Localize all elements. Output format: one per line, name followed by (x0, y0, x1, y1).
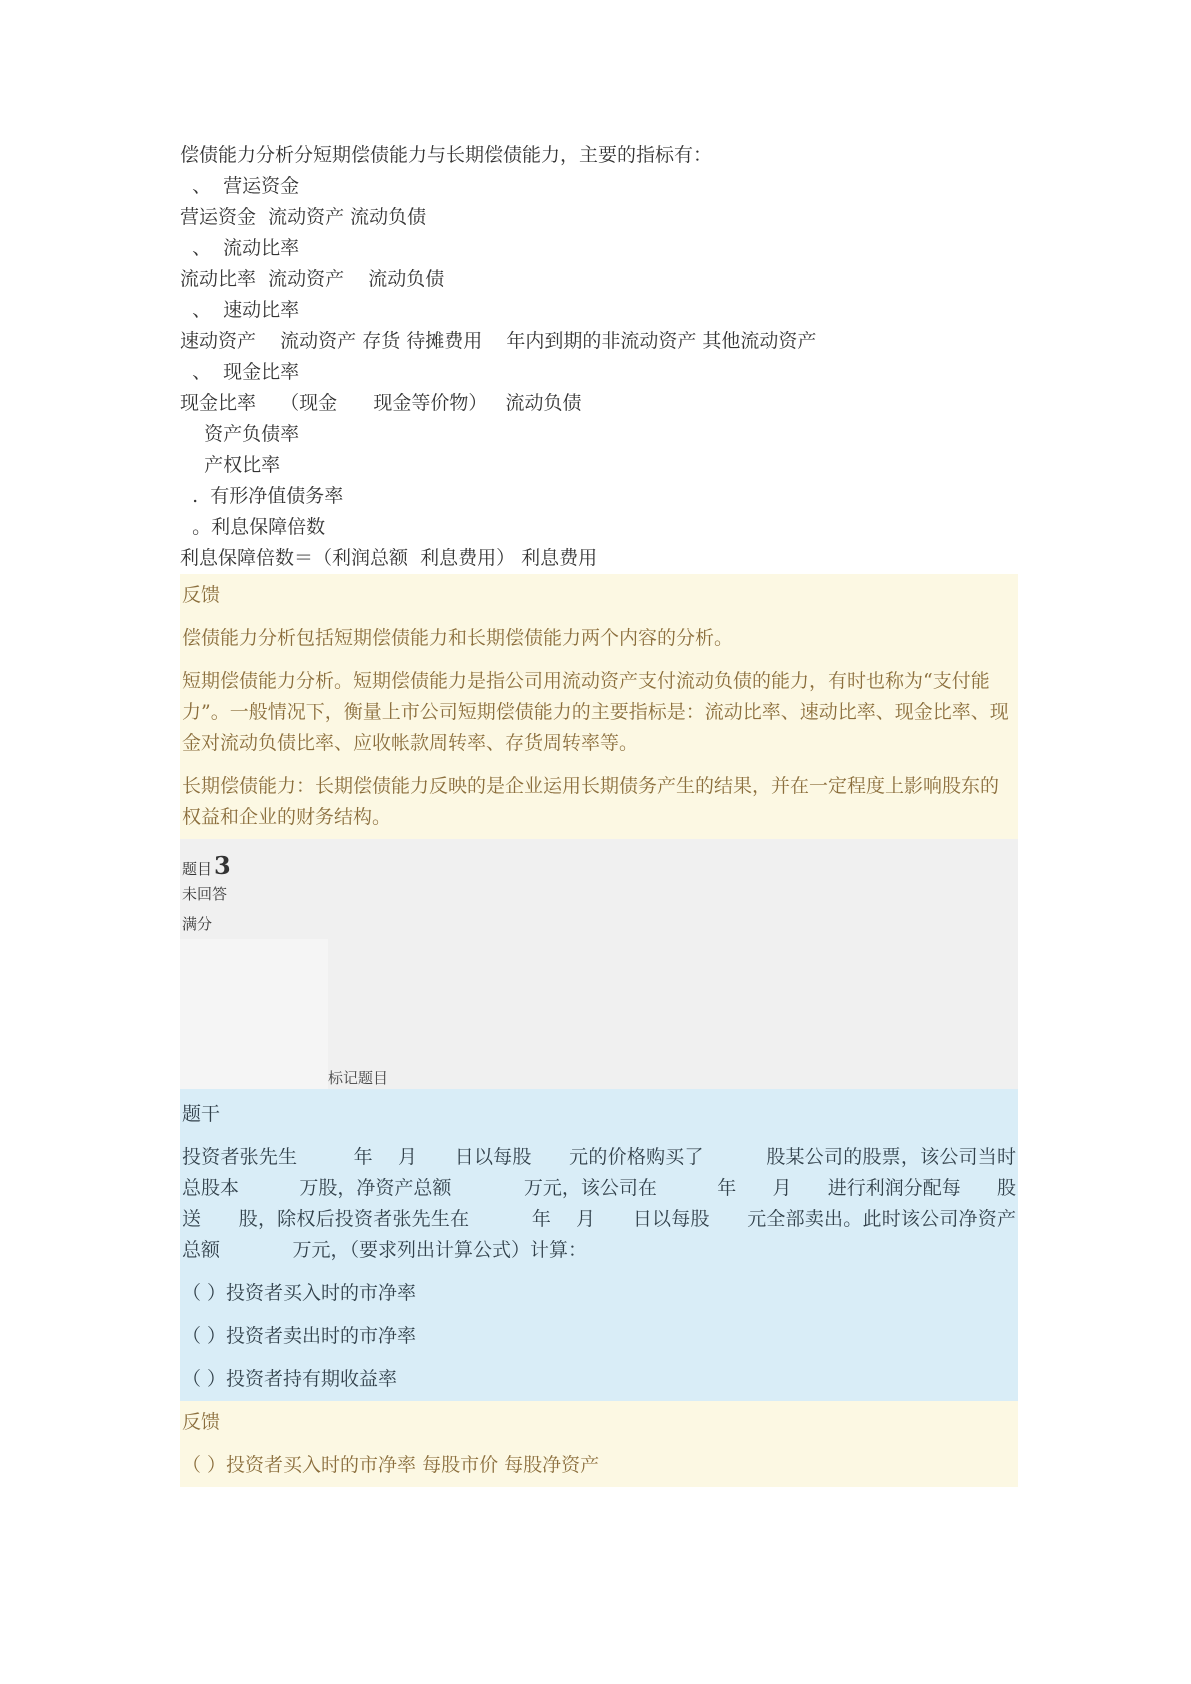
intro-line: 、 速动比率 (180, 299, 300, 321)
intro-line: 、 现金比率 (180, 361, 300, 383)
question-stem: 投资者张先生 年 月 日以每股 元的价格购买了 股某公司的股票，该公司当时总股本 万股，净资产总额 万元，该公司在 年 月 进行利润分配每 股送 股，除权后投资者张先生在 年 月 日以每股 元全部卖出。此时该公司净资产总额 万元，（要求列出计算公式）计算： (182, 1146, 1016, 1261)
feedback-paragraph: 短期偿债能力分析。短期偿债能力是指公司用流动资产支付流动负债的能力，有时也称为“支付能力”。一般情况下，衡量上市公司短期偿债能力的主要指标是：流动比率、速动比率、现金比率、现金对流动负债比率、应收帐款周转率、存货周转率等。 (182, 670, 1009, 754)
question-title: 题干 (182, 1103, 221, 1125)
question-info-inner (180, 939, 328, 1089)
question-info-panel (180, 839, 1018, 1089)
intro-line: 营运资金 流动资产 流动负债 (180, 206, 427, 228)
question-panel (180, 1089, 1018, 1401)
question-item: （ ）投资者持有期收益率 (182, 1368, 398, 1390)
intro-line: 偿债能力分析分短期偿债能力与长期偿债能力，主要的指标有： (180, 144, 713, 166)
question-grade: 满分 (182, 915, 213, 933)
intro-line: 资产负债率 (180, 423, 300, 445)
intro-line: 现金比率 （现金 现金等价物） 流动负债 (180, 392, 582, 414)
question-state: 未回答 (182, 885, 228, 903)
feedback-paragraph: 偿债能力分析包括短期偿债能力和长期偿债能力两个内容的分析。 (182, 627, 734, 649)
intro-line: 、 流动比率 (180, 237, 300, 259)
intro-line: 速动资产 流动资产 存货 待摊费用 年内到期的非流动资产 其他流动资产 (180, 330, 817, 352)
intro-line: 。利息保障倍数 (180, 516, 326, 538)
intro-line: 流动比率 流动资产 流动负债 (180, 268, 445, 290)
feedback-title: 反馈 (182, 1411, 221, 1433)
question-number (182, 851, 231, 880)
intro-line: 、 营运资金 (180, 175, 300, 197)
feedback-paragraph: 长期偿债能力：长期偿债能力反映的是企业运用长期债务产生的结果，并在一定程度上影响股东的权益和企业的财务结构。 (182, 775, 1000, 828)
question-number-value: 3 (214, 851, 231, 880)
intro-line: 利息保障倍数＝（利润总额 利息费用） 利息费用 (180, 547, 598, 569)
flag-question-link[interactable]: 标记题目 (328, 1069, 389, 1087)
feedback-paragraph: （ ）投资者买入时的市净率 每股市价 每股净资产 (182, 1454, 600, 1476)
question-item: （ ）投资者卖出时的市净率 (182, 1325, 417, 1347)
feedback-panel (180, 574, 1018, 839)
question-item: （ ）投资者买入时的市净率 (182, 1282, 417, 1304)
question-label: 题目 (182, 860, 213, 878)
intro-line: . 有形净值债务率 (180, 485, 344, 507)
feedback-title: 反馈 (182, 584, 221, 606)
intro-text (180, 140, 1018, 574)
feedback-panel-2 (180, 1401, 1018, 1487)
document-page (180, 140, 1018, 1487)
intro-line: 产权比率 (180, 454, 281, 476)
